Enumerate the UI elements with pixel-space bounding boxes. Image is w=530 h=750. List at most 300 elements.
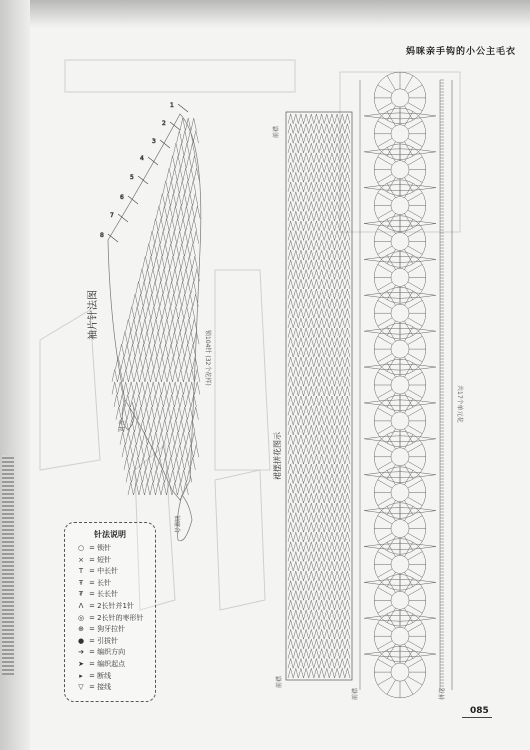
border-stitch	[314, 493, 319, 503]
border-stitch	[314, 464, 319, 474]
border-stitch	[293, 629, 298, 639]
sleeve-stitch	[173, 382, 178, 395]
border-stitch	[329, 124, 334, 134]
border-stitch	[329, 464, 334, 474]
motif-center	[391, 448, 409, 466]
border-stitch	[309, 591, 314, 601]
sleeve-stitch	[168, 307, 173, 320]
border-stitch	[314, 367, 319, 377]
border-stitch	[324, 338, 329, 348]
border-stitch	[293, 522, 298, 532]
border-stitch	[319, 250, 324, 260]
sleeve-stitch	[188, 407, 193, 420]
border-stitch	[345, 386, 350, 396]
border-stitch	[314, 153, 319, 163]
border-stitch	[329, 202, 334, 212]
sleeve-stitch	[180, 281, 185, 294]
border-stitch	[304, 406, 309, 416]
motif-center	[391, 663, 409, 681]
sleeve-stitch	[181, 256, 186, 269]
border-stitch	[304, 629, 309, 639]
sleeve-stitch	[187, 470, 192, 483]
sleeve-stitch	[177, 168, 182, 181]
motif-spoke	[378, 282, 393, 290]
border-stitch	[288, 309, 293, 319]
border-stitch	[298, 513, 303, 523]
sleeve-stitch	[166, 168, 171, 181]
border-stitch	[304, 270, 309, 280]
border-stitch	[293, 581, 298, 591]
border-stitch	[288, 270, 293, 280]
border-stitch	[304, 299, 309, 309]
sleeve-stitch	[146, 244, 151, 257]
sleeve-stitch	[185, 457, 190, 470]
sleeve-stitch	[169, 219, 174, 232]
border-stitch	[345, 338, 350, 348]
border-stitch	[345, 552, 350, 562]
border-stitch	[340, 620, 345, 630]
border-stitch	[324, 133, 329, 143]
border-stitch	[335, 231, 340, 241]
motif-spoke	[408, 587, 423, 595]
border-stitch	[298, 581, 303, 591]
sleeve-stitch	[175, 319, 180, 332]
border-stitch	[309, 629, 314, 639]
border-stitch	[340, 386, 345, 396]
border-stitch	[314, 600, 319, 610]
border-stitch	[340, 377, 345, 387]
border-stitch	[335, 552, 340, 562]
sleeve-stitch	[137, 357, 142, 370]
border-stitch	[324, 649, 329, 659]
sleeve-stitch	[155, 332, 160, 345]
border-stitch	[298, 231, 303, 241]
border-stitch	[335, 659, 340, 669]
border-stitch	[309, 406, 314, 416]
border-stitch	[293, 124, 298, 134]
legend-label: 锁针	[97, 544, 112, 552]
border-stitch	[329, 620, 334, 630]
border-stitch	[335, 649, 340, 659]
row-marker-line	[138, 176, 148, 184]
motif-spoke	[408, 121, 423, 129]
border-stitch	[319, 513, 324, 523]
border-stitch	[329, 396, 334, 406]
sleeve-stitch	[133, 445, 138, 458]
border-stitch	[329, 668, 334, 678]
border-stitch	[298, 289, 303, 299]
border-stitch	[304, 591, 309, 601]
border-stitch	[309, 133, 314, 143]
border-stitch	[298, 649, 303, 659]
border-stitch	[288, 124, 293, 134]
border-stitch	[298, 561, 303, 571]
border-stitch	[314, 591, 319, 601]
border-seam-label: 拼花	[439, 687, 446, 700]
border-stitch	[324, 532, 329, 542]
border-stitch	[329, 493, 334, 503]
border-stitch	[288, 600, 293, 610]
border-stitch	[293, 367, 298, 377]
legend-item	[73, 659, 125, 669]
border-stitch	[309, 250, 314, 260]
legend-item	[73, 624, 125, 634]
sleeve-stitch	[175, 395, 180, 408]
border-stitch	[298, 202, 303, 212]
border-stitch	[335, 591, 340, 601]
sleeve-stitch	[145, 269, 150, 282]
border-stitch	[304, 649, 309, 659]
sleeve-stitch	[170, 319, 175, 332]
border-stitch	[304, 182, 309, 192]
border-stitch	[309, 600, 314, 610]
border-stitch	[293, 386, 298, 396]
border-stitch	[345, 591, 350, 601]
border-stitch	[340, 474, 345, 484]
border-stitch	[324, 260, 329, 270]
border-stitch	[314, 182, 319, 192]
motif-center	[391, 555, 409, 573]
border-stitch	[309, 513, 314, 523]
border-stitch	[319, 386, 324, 396]
sleeve-stitch	[156, 369, 161, 382]
sleeve-stitch	[139, 332, 144, 345]
border-stitch	[335, 143, 340, 153]
border-stitch	[304, 240, 309, 250]
border-stitch	[298, 153, 303, 163]
border-stitch	[329, 571, 334, 581]
sleeve-stitch	[140, 382, 145, 395]
border-stitch	[324, 318, 329, 328]
border-stitch	[345, 133, 350, 143]
border-stitch	[319, 532, 324, 542]
border-stitch	[335, 270, 340, 280]
border-stitch	[340, 503, 345, 513]
border-stitch	[288, 231, 293, 241]
border-stitch	[298, 270, 303, 280]
sleeve-stitch	[135, 307, 140, 320]
sleeve-stitch	[195, 382, 200, 395]
border-stitch	[335, 513, 340, 523]
sleeve-stitch	[191, 181, 196, 194]
border-stitch	[309, 639, 314, 649]
sleeve-stitch	[168, 420, 173, 433]
border-stitch	[319, 591, 324, 601]
border-stitch	[345, 172, 350, 182]
border-stitch	[319, 639, 324, 649]
motif-center	[391, 627, 409, 645]
motif-spoke	[378, 318, 393, 326]
border-stitch	[319, 299, 324, 309]
motif-spoke	[378, 157, 393, 165]
border-stitch	[345, 270, 350, 280]
border-stitch	[319, 561, 324, 571]
motif-spoke	[378, 516, 393, 524]
sleeve-stitch	[157, 420, 162, 433]
sleeve-stitch	[148, 357, 153, 370]
border-stitch	[345, 454, 350, 464]
sleeve-stitch	[169, 395, 174, 408]
sleeve-stitch	[169, 281, 174, 294]
border-stitch	[345, 445, 350, 455]
border-stitch	[309, 221, 314, 231]
border-stitch	[314, 474, 319, 484]
border-stitch	[319, 367, 324, 377]
border-stitch	[340, 561, 345, 571]
border-stitch	[324, 513, 329, 523]
border-stitch	[288, 668, 293, 678]
border-stitch	[298, 338, 303, 348]
border-stitch	[335, 532, 340, 542]
border-stitch	[293, 153, 298, 163]
border-stitch	[345, 581, 350, 591]
border-stitch	[329, 581, 334, 591]
sleeve-stitch	[176, 294, 181, 307]
motif-spoke	[408, 300, 423, 308]
sleeve-stitch	[132, 357, 137, 370]
border-stitch	[288, 299, 293, 309]
sleeve-stitch	[187, 193, 192, 206]
motif-spoke	[378, 138, 393, 146]
border-stitch	[319, 571, 324, 581]
motif-spoke	[378, 587, 393, 595]
border-stitch	[335, 221, 340, 231]
sleeve-stitch	[156, 382, 161, 395]
sleeve-stitch	[159, 319, 164, 332]
border-stitch	[329, 600, 334, 610]
border-stitch	[345, 260, 350, 270]
border-stitch	[314, 299, 319, 309]
sleeve-stitch	[174, 244, 179, 257]
border-stitch	[293, 299, 298, 309]
sleeve-stitch	[188, 445, 193, 458]
border-stitch	[340, 522, 345, 532]
border-stitch	[319, 289, 324, 299]
border-stitch	[329, 367, 334, 377]
sleeve-stitch	[139, 482, 144, 495]
border-stitch	[329, 474, 334, 484]
motif-spoke	[405, 680, 413, 695]
sleeve-stitch	[193, 131, 198, 144]
border-stitch	[324, 240, 329, 250]
sleeve-stitch	[163, 457, 168, 470]
border-stitch	[314, 435, 319, 445]
border-stitch	[293, 513, 298, 523]
border-stitch	[309, 309, 314, 319]
sleeve-stitch	[138, 407, 143, 420]
sleeve-stitch	[135, 420, 140, 433]
border-stitch	[345, 318, 350, 328]
border-stitch	[329, 347, 334, 357]
sleeve-stitch	[153, 219, 158, 232]
sleeve-chart	[112, 118, 200, 495]
border-stitch	[304, 338, 309, 348]
border-stitch	[340, 649, 345, 659]
sleeve-stitch	[156, 269, 161, 282]
border-stitch	[314, 639, 319, 649]
sleeve-stitch	[146, 307, 151, 320]
border-stitch	[345, 114, 350, 124]
sleeve-stitch	[153, 432, 158, 445]
border-stitch	[324, 639, 329, 649]
sleeve-stitch	[148, 256, 153, 269]
border-stitch	[324, 114, 329, 124]
sleeve-stitch	[151, 369, 156, 382]
border-stitch	[314, 503, 319, 513]
border-stitch	[340, 415, 345, 425]
legend-equals: =	[89, 636, 98, 645]
stitch-legend	[64, 522, 156, 702]
border-stitch	[293, 211, 298, 221]
legend-label: 接线	[97, 683, 112, 692]
sleeve-stitch	[195, 369, 200, 382]
border-stitch	[298, 503, 303, 513]
border-stitch	[293, 357, 298, 367]
legend-symbol: ₮	[78, 590, 84, 599]
border-stitch	[309, 425, 314, 435]
border-stitch	[335, 415, 340, 425]
border-stitch	[309, 396, 314, 406]
border-stitch	[319, 202, 324, 212]
border-stitch	[309, 649, 314, 659]
sleeve-stitch	[136, 395, 141, 408]
sleeve-stitch	[112, 369, 117, 382]
sleeve-stitch	[187, 256, 192, 269]
border-stitch	[304, 513, 309, 523]
sleeve-stitch	[180, 219, 185, 232]
motif-spoke	[378, 641, 393, 649]
border-stitch	[304, 542, 309, 552]
border-stitch	[319, 493, 324, 503]
border-stitch	[298, 552, 303, 562]
border-stitch	[288, 338, 293, 348]
border-stitch	[314, 561, 319, 571]
border-stitch	[304, 172, 309, 182]
border-stitch	[314, 386, 319, 396]
border-stitch	[309, 153, 314, 163]
border-stitch	[288, 532, 293, 542]
motif-spoke	[378, 659, 393, 667]
motif-center	[391, 484, 409, 502]
border-stitch	[309, 289, 314, 299]
border-stitch	[340, 299, 345, 309]
sleeve-stitch	[141, 281, 146, 294]
sleeve-stitch	[181, 470, 186, 483]
sleeve-stitch	[142, 395, 147, 408]
border-stitch	[319, 629, 324, 639]
motif-spoke	[408, 480, 423, 488]
motif-spoke	[378, 103, 393, 111]
border-stitch	[314, 124, 319, 134]
sleeve-stitch	[170, 432, 175, 445]
border-stitch	[319, 124, 324, 134]
sleeve-stitch	[161, 332, 166, 345]
border-stitch	[304, 221, 309, 231]
sleeve-stitch	[129, 382, 134, 395]
border-stitch	[324, 163, 329, 173]
sleeve-stitch	[145, 382, 150, 395]
border-stitch	[288, 464, 293, 474]
border-stitch	[298, 591, 303, 601]
border-stitch	[324, 406, 329, 416]
motif-spoke	[408, 659, 423, 667]
motif-spoke	[378, 533, 393, 541]
border-stitch	[324, 396, 329, 406]
border-stitch	[309, 357, 314, 367]
border-stitch	[309, 299, 314, 309]
border-stitch	[314, 260, 319, 270]
sleeve-stitch	[186, 395, 191, 408]
row-marker-number: 7	[110, 212, 114, 219]
sleeve-stitch	[174, 344, 179, 357]
sleeve-stitch	[163, 181, 168, 194]
border-stitch	[345, 668, 350, 678]
legend-symbol: ◎	[77, 613, 85, 622]
motif-spoke	[378, 497, 393, 505]
sleeve-stitch	[193, 407, 198, 420]
sleeve-chart-title: 袖片针法图	[88, 290, 99, 340]
sleeve-stitch	[163, 244, 168, 257]
border-stitch	[329, 318, 334, 328]
sleeve-note-bottom: 袖窿合	[173, 515, 180, 534]
sleeve-stitch	[193, 231, 198, 244]
border-stitch	[340, 454, 345, 464]
sleeve-stitch	[142, 319, 147, 332]
sleeve-stitch	[189, 369, 194, 382]
border-stitch	[298, 309, 303, 319]
border-stitch	[304, 639, 309, 649]
border-stitch	[324, 192, 329, 202]
sleeve-stitch	[158, 281, 163, 294]
sleeve-stitch	[184, 369, 189, 382]
sleeve-stitch	[176, 357, 181, 370]
border-stitch	[314, 396, 319, 406]
sleeve-stitch	[183, 168, 188, 181]
border-stitch	[329, 143, 334, 153]
border-stitch	[345, 377, 350, 387]
border-stitch	[335, 571, 340, 581]
sleeve-stitch	[179, 143, 184, 156]
legend-equals: =	[89, 544, 98, 552]
border-stitch	[293, 270, 298, 280]
border-stitch	[335, 406, 340, 416]
border-stitch	[345, 503, 350, 513]
border-stitch	[324, 309, 329, 319]
border-stitch	[324, 270, 329, 280]
border-stitch	[324, 581, 329, 591]
sleeve-stitch	[173, 307, 178, 320]
legend-label: 编织起点	[97, 660, 126, 668]
border-stitch	[319, 484, 324, 494]
border-stitch	[335, 318, 340, 328]
border-stitch	[288, 425, 293, 435]
border-stitch	[335, 240, 340, 250]
motif-spoke	[408, 157, 423, 165]
border-stitch	[335, 484, 340, 494]
sleeve-stitch	[127, 407, 132, 420]
sleeve-stitch	[153, 395, 158, 408]
border-stitch	[335, 279, 340, 289]
sleeve-stitch	[189, 206, 194, 219]
border-stitch	[324, 571, 329, 581]
sleeve-stitch	[159, 357, 164, 370]
border-stitch	[304, 503, 309, 513]
sleeve-stitch	[188, 332, 193, 345]
motif-spoke	[408, 264, 423, 272]
border-stitch	[293, 649, 298, 659]
motif-spoke	[378, 354, 393, 362]
border-stitch	[293, 415, 298, 425]
